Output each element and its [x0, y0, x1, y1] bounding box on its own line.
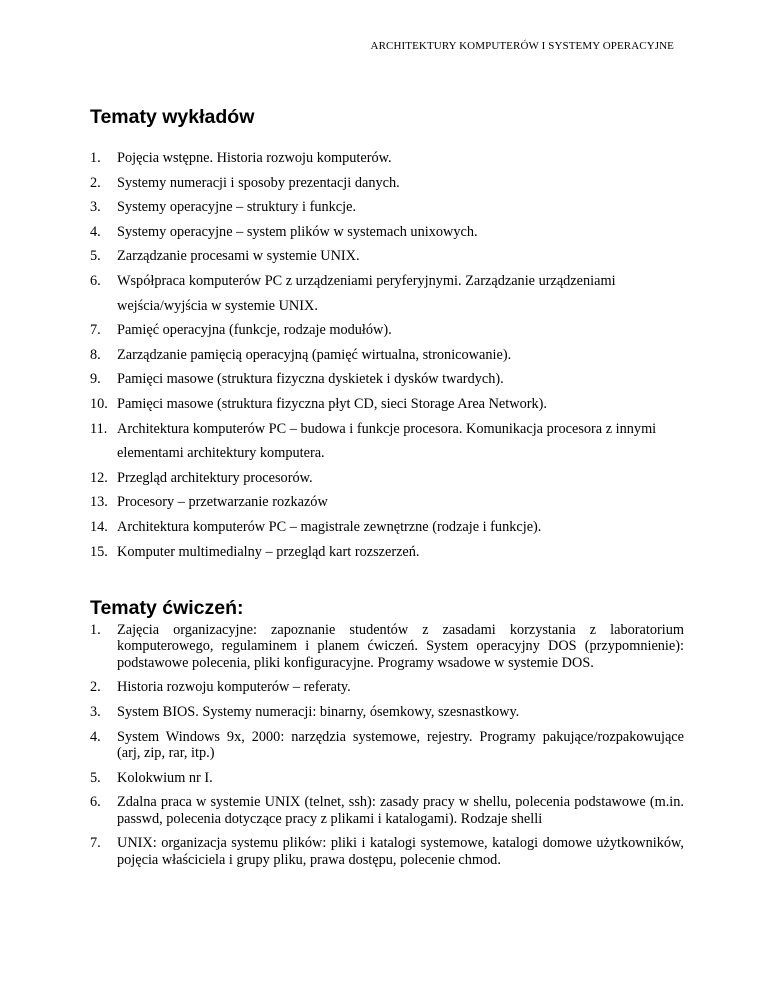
running-header: ARCHITEKTURY KOMPUTERÓW I SYSTEMY OPERACYJNE	[370, 40, 674, 52]
lecture-item	[90, 220, 684, 245]
exercise-item-text: Zdalna praca w systemie UNIX (telnet, ssh): zasady pracy w shellu, polecenia podstawowe (m.in. passwd, polecenia dotyczące pracy z plikami i katalogami). Rodzaje shelli	[117, 794, 684, 827]
lecture-item-text: Systemy operacyjne – system plików w systemach unixowych.	[117, 223, 478, 240]
exercise-item-number: 5.	[90, 769, 101, 786]
lecture-item-text: Pamięć operacyjna (funkcje, rodzaje modułów).	[117, 322, 392, 339]
lecture-item	[90, 318, 684, 343]
lecture-item-text: Systemy operacyjne – struktury i funkcje.	[117, 199, 357, 216]
exercise-item-number: 7.	[90, 835, 101, 852]
lecture-item-text: Architektura komputerów PC – magistrale zewnętrzne (rodzaje i funkcje).	[117, 518, 542, 535]
lecture-item-number: 15.	[90, 543, 108, 560]
exercise-item	[90, 835, 684, 868]
lecture-item	[90, 490, 684, 515]
exercise-item-text: Kolokwium nr I.	[117, 769, 213, 786]
lecture-item-text: Architektura komputerów PC – budowa i funkcje procesora. Komunikacja procesora z innymi elementami architektury komputera.	[117, 420, 657, 462]
exercise-item-number: 2.	[90, 679, 101, 696]
lecture-item-text: Zarządzanie procesami w systemie UNIX.	[117, 248, 360, 265]
exercise-item-number: 6.	[90, 794, 101, 811]
lecture-item-number: 2.	[90, 174, 101, 191]
lecture-item-text: Zarządzanie pamięcią operacyjną (pamięć wirtualna, stronicowanie).	[117, 346, 512, 363]
lecture-item	[90, 392, 684, 417]
lecture-item-text: Przegląd architektury procesorów.	[117, 469, 313, 486]
lecture-item-number: 7.	[90, 322, 101, 339]
lecture-item-text: Pojęcia wstępne. Historia rozwoju komputerów.	[117, 150, 392, 166]
exercise-item	[90, 679, 684, 695]
lecture-item	[90, 244, 684, 269]
lectures-list	[90, 146, 684, 564]
lecture-item-number: 9.	[90, 371, 101, 388]
lecture-item	[90, 466, 684, 491]
lectures-heading: Tematy wykładów	[90, 106, 255, 128]
lecture-item-number: 14.	[90, 518, 108, 535]
lecture-item-text: Pamięci masowe (struktura fizyczna płyt CD, sieci Storage Area Network).	[117, 395, 547, 412]
lecture-item-number: 5.	[90, 248, 101, 265]
lecture-item-number: 1.	[90, 150, 101, 166]
lecture-item-number: 12.	[90, 469, 108, 486]
lecture-item	[90, 367, 684, 392]
lecture-item-text: Pamięci masowe (struktura fizyczna dyskietek i dysków twardych).	[117, 371, 504, 388]
lecture-item-number: 10.	[90, 395, 108, 412]
exercise-item-text: System BIOS. Systemy numeracji: binarny, ósemkowy, szesnastkowy.	[117, 704, 520, 720]
exercises-heading: Tematy ćwiczeń:	[90, 597, 244, 619]
exercise-item	[90, 794, 684, 827]
lecture-item	[90, 515, 684, 540]
exercise-item-text: UNIX: organizacja systemu plików: pliki i katalogi systemowe, katalogi domowe użytkowników, pojęcia właściciela i grupy pliku, prawa dostępu, polecenie chmod.	[117, 835, 684, 868]
lecture-item	[90, 343, 684, 368]
lecture-item-text: Współpraca komputerów PC z urządzeniami peryferyjnymi. Zarządzanie urządzeniami wejścia/wyjścia w systemie UNIX.	[117, 272, 616, 314]
exercise-item-text: Historia rozwoju komputerów – referaty.	[117, 679, 351, 696]
exercise-item	[90, 704, 684, 720]
exercise-item	[90, 729, 684, 762]
exercise-item-text: System Windows 9x, 2000: narzędzia systemowe, rejestry. Programy pakujące/rozpakowujące (arj, zip, rar, itp.)	[117, 728, 684, 761]
lecture-item-text: Systemy numeracji i sposoby prezentacji danych.	[117, 174, 400, 191]
lecture-item-number: 4.	[90, 223, 101, 240]
exercise-item	[90, 770, 684, 786]
exercises-list	[90, 622, 684, 876]
lecture-item-number: 3.	[90, 199, 101, 216]
exercise-item-number: 1.	[90, 622, 101, 638]
exercise-item-text: Zajęcia organizacyjne: zapoznanie studentów z zasadami korzystania z laboratorium komputerowego, regulaminem i planem ćwiczeń. System operacyjny DOS (przypomnienie): podstawowe polecenia, pliki konfiguracyjne. Programy wsadowe w systemie DOS.	[117, 622, 684, 671]
lecture-item	[90, 146, 684, 171]
lecture-item-text: Procesory – przetwarzanie rozkazów	[117, 494, 328, 511]
lecture-item-text: Komputer multimedialny – przegląd kart rozszerzeń.	[117, 543, 420, 560]
lecture-item	[90, 195, 684, 220]
lecture-item	[90, 417, 684, 466]
lecture-item-number: 11.	[90, 420, 108, 437]
lecture-item	[90, 540, 684, 565]
lecture-item-number: 13.	[90, 494, 108, 511]
exercise-item-number: 3.	[90, 704, 101, 720]
lecture-item	[90, 269, 684, 318]
exercise-item-number: 4.	[90, 728, 101, 745]
lecture-item-number: 8.	[90, 346, 101, 363]
lecture-item-number: 6.	[90, 272, 101, 289]
exercise-item	[90, 622, 684, 671]
lecture-item	[90, 171, 684, 196]
